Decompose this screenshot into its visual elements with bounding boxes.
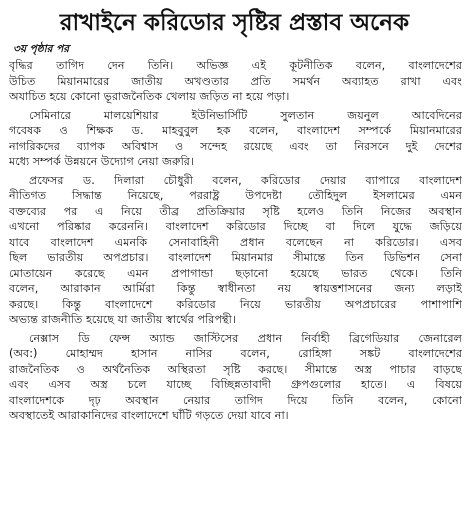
paragraph — [9, 108, 462, 170]
text-line: বাংলাদেশকে দৃঢ় অবস্থান নেয়ার তাগিদ দিয়ে তিনি বলেন, কোনো — [9, 393, 462, 407]
text-line: করছে। কিন্তু বাংলাদেশে করিডোর নিয়ে ভারতীয় অপপ্রচারের পাশাপাশি — [9, 297, 462, 311]
text-line: মোতায়েন করেছে এমন প্রপাগান্ডা ছড়ানো হয়েছে ভারত থেকে। তিনি — [9, 266, 462, 280]
text-line: অবস্থাতেই আরাকানিদের বাংলাদেশে ঘাঁটি গড়তে দেয়া যাবে না। — [9, 409, 289, 422]
text-line: নেক্সাস ডি ফেন্স অ্যান্ড জাস্টিসের প্রধান নির্বাহী ব্রিগেডিয়ার জেনারেল — [29, 331, 462, 345]
text-line: এখনো পরিষ্কার করেননি। বাংলাদেশ করিডোর দিচ্ছে বা দিলে যুদ্ধে জড়িয়ে — [9, 220, 462, 233]
text-line: গবেষক ও শিক্ষক ড. মাহবুবুল হক বলেন, বাংলাদেশ সম্পর্কে মিয়ানমারের — [9, 124, 462, 137]
text-line: যাবে বাংলাদেশ এমনকি সেনাবাহিনী প্রধান বলেছেন না করিডোর। এসব — [9, 235, 462, 249]
text-line: ছিল ভারতীয় অপপ্রচার। বাংলাদেশ মিয়ানমার সীমান্তে তিন ডিভিশন সেনা — [9, 251, 462, 264]
text-line: উচিত মিয়ানমারের জাতীয় অখণ্ডতার প্রতি সমর্থন অব্যাহত রাখা এবং — [9, 74, 462, 88]
continued-from-label: ৩য় পৃষ্ঠার পর — [13, 43, 70, 55]
text-line: রাজনৈতিক ও অর্থনৈতিক অস্থিরতা সৃষ্টি করছে। সীমান্তে অস্ত্র পাচার বাড়ছে — [9, 362, 462, 376]
text-line: এবং এসব অস্ত্র চলে যাচ্ছে বিচ্ছিন্নতাবাদী গ্রুপগুলোর হাতে। এ বিষয়ে — [9, 378, 462, 391]
text-line: নাগরিকদের ব্যাপক অবিশ্বাস ও সন্দেহ রয়েছে এবং তা নিরসনে দুই দেশের — [9, 139, 462, 153]
text-line: প্রফেসর ড. দিলারা চৌধুরী বলেন, করিডোর দেয়ার ব্যাপারে বাংলাদেশ — [29, 173, 462, 187]
text-line: অভ্যন্ত রাজনীতি হয়েছে যা জাতীয় স্বার্থের পরিপন্থী। — [9, 313, 236, 326]
text-line: সেমিনারে মালয়েশিয়ার ইউনিভার্সিটি সুলতান জয়নুল আবেদিনের — [29, 108, 462, 122]
paragraph — [9, 331, 462, 424]
text-line: বক্তব্যের পর এ নিয়ে তীব্র প্রতিক্রিয়ার সৃষ্টি হলেও তিনি নিজের অবস্থান — [9, 204, 462, 218]
text-line: বলেন, আরাকান আর্মিরা কিন্তু স্বাধীনতা নয় স্বায়ত্তশাসনের জন্য লড়াই — [9, 282, 462, 295]
paragraph — [9, 173, 462, 328]
text-line: মধ্যে সম্পর্ক উন্নয়নে উদ্যোগ নেয়া জরুরি। — [9, 155, 194, 168]
paragraph-container — [9, 58, 462, 424]
article-body — [0, 40, 469, 424]
text-line: অযাচিত হয়ে কোনো ভূরাজনৈতিক খেলায় জড়িত না হয়ে পড়া। — [9, 90, 290, 103]
text-line: (অব:) মোহাম্মদ হাসান নাসির বলেন, রোহিঙ্গা সঙ্কট বাংলাদেশের — [9, 347, 462, 360]
paragraph — [9, 58, 462, 105]
text-line: নীতিগত সিদ্ধান্ত নিয়েছে, পররাষ্ট্র উপদেষ্টা তৌহিদুল ইসলামের এমন — [9, 189, 462, 202]
headline: রাখাইনে করিডোর সৃষ্টির প্রস্তাব অনেক — [59, 10, 410, 36]
text-line: বৃদ্ধির তাগিদ দেন তিনি। অভিজ্ঞ এই কূটনীতিক বলেন, বাংলাদেশের — [9, 59, 462, 72]
